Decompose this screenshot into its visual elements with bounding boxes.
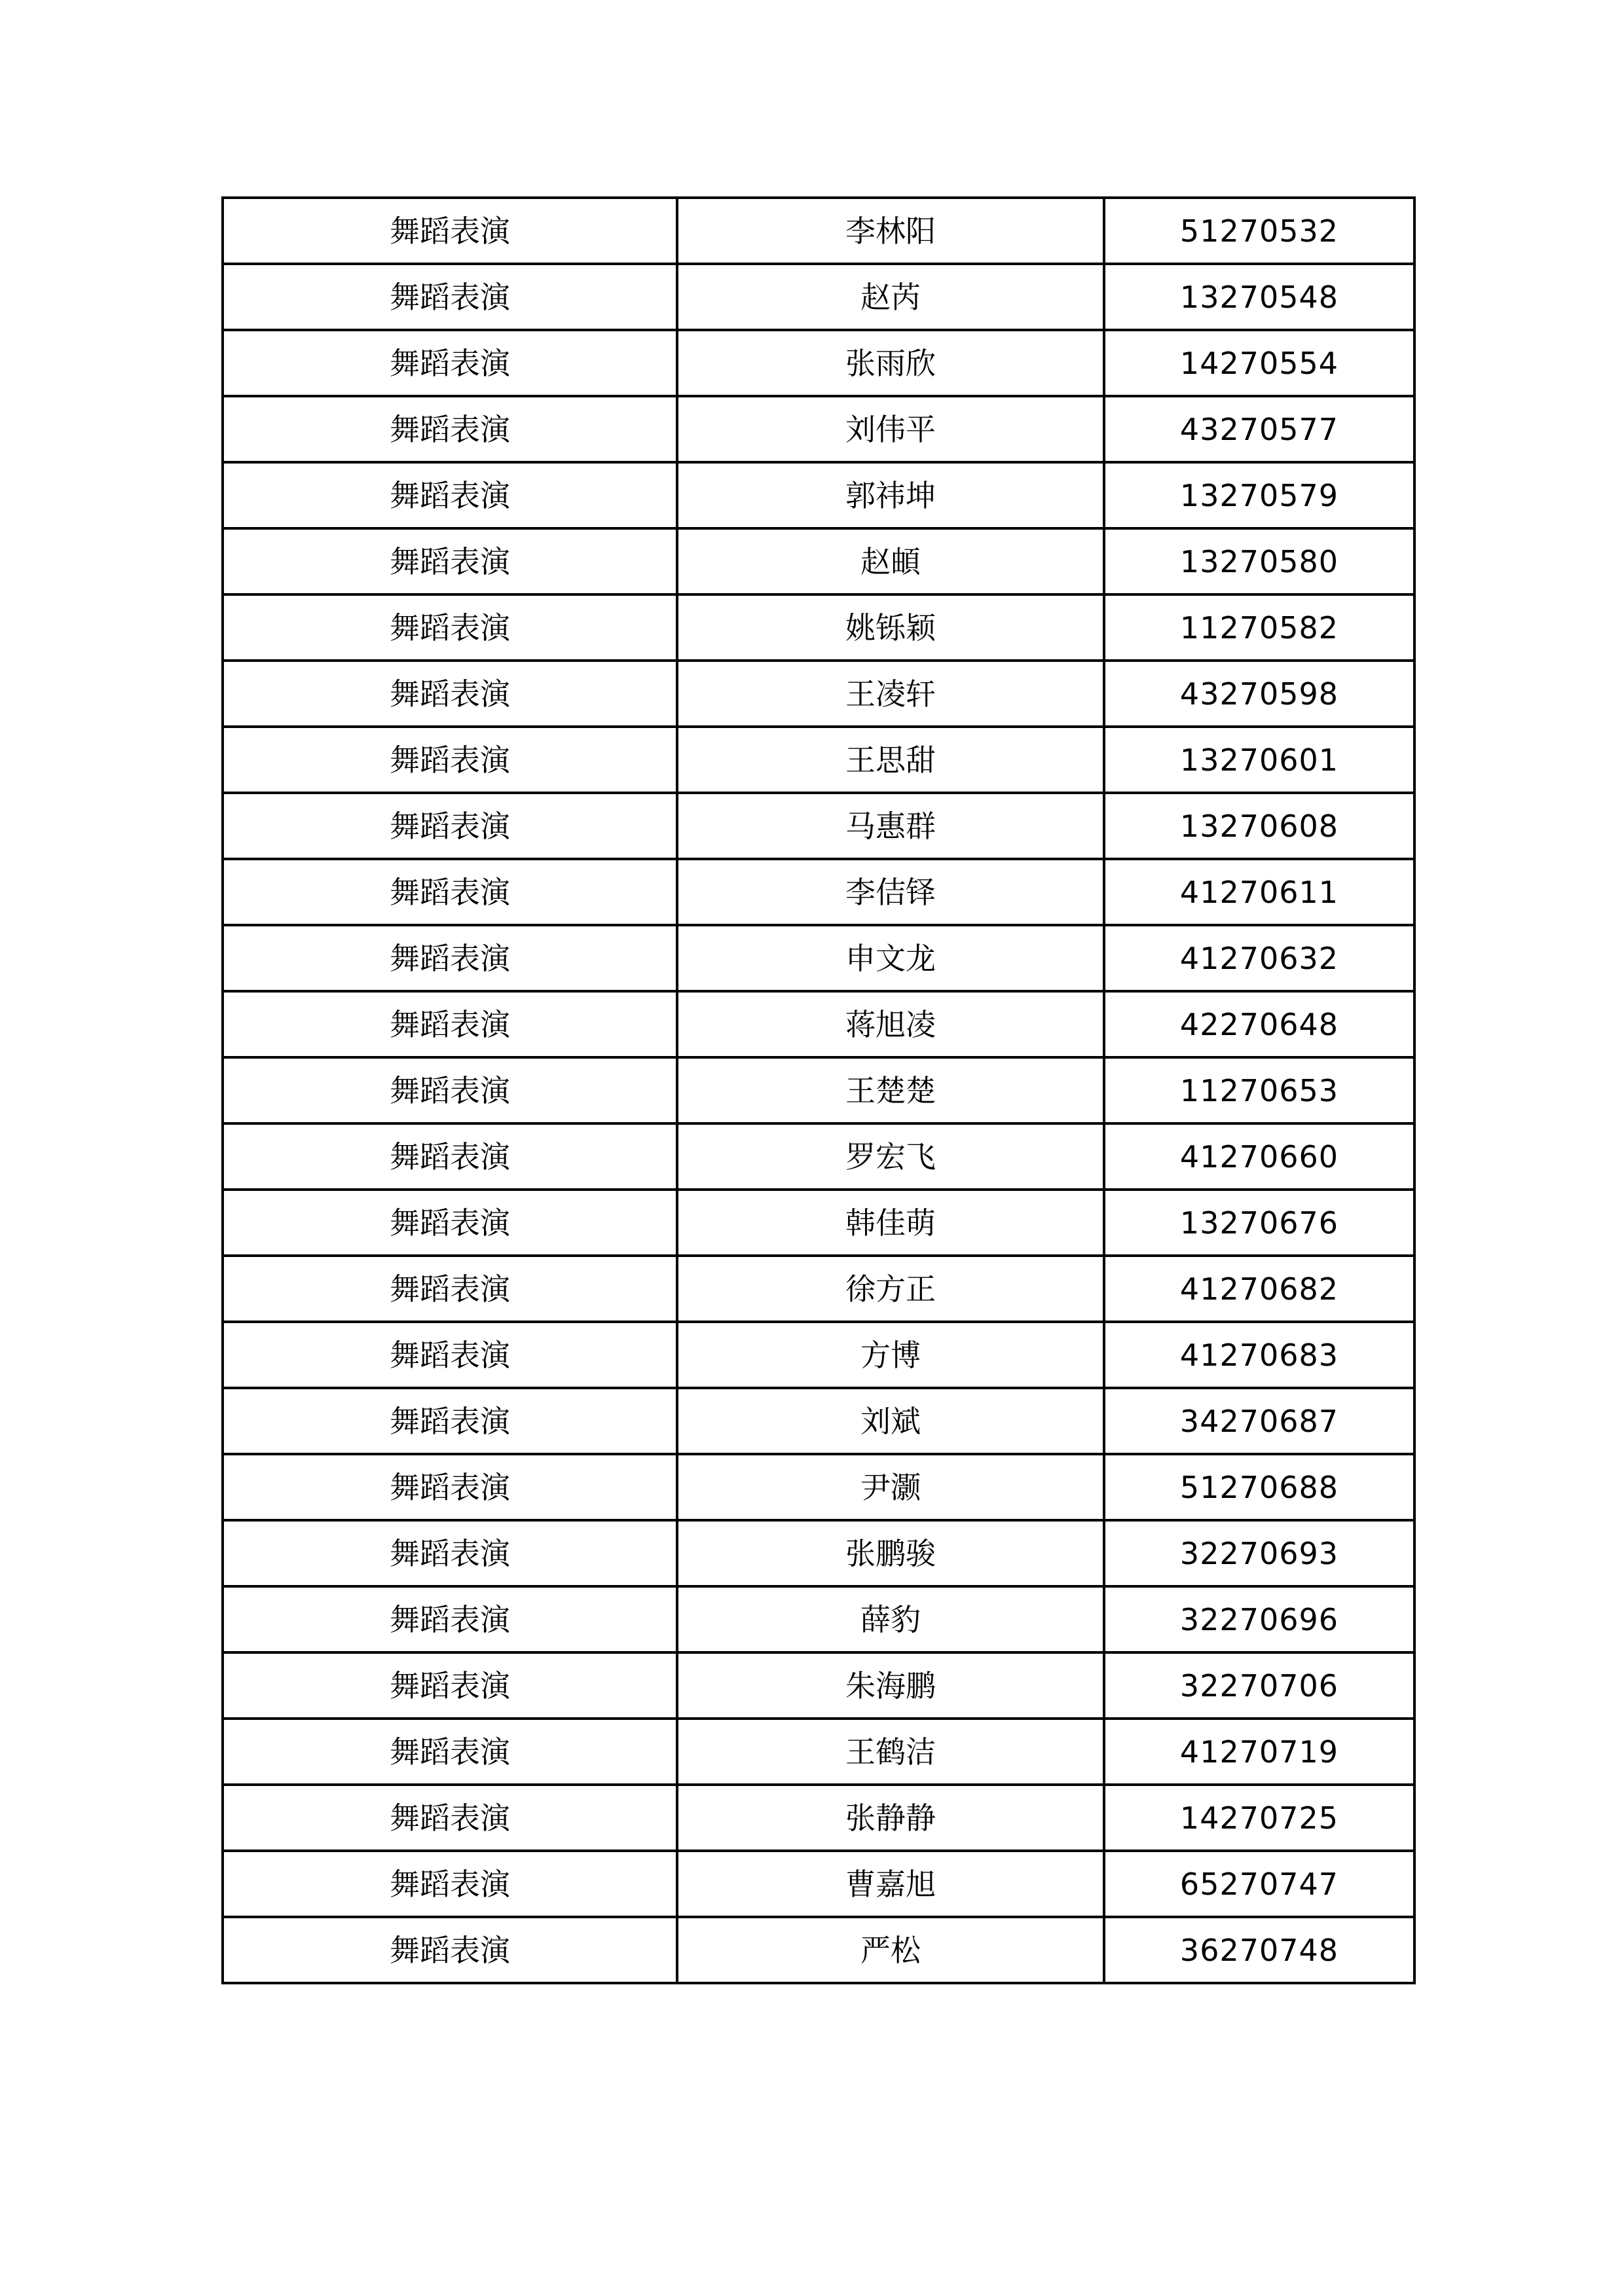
table-row	[223, 1057, 1414, 1123]
major-cell: 舞蹈表演	[223, 727, 677, 793]
major-cell: 舞蹈表演	[223, 793, 677, 859]
table-row	[223, 594, 1414, 661]
name-cell: 王鹤洁	[677, 1719, 1104, 1785]
table-row	[223, 462, 1414, 528]
name-cell: 姚铄颖	[677, 594, 1104, 661]
table-row	[223, 1388, 1414, 1454]
name-cell: 徐方正	[677, 1256, 1104, 1322]
table-row	[223, 198, 1414, 264]
id-cell: 14270554	[1104, 330, 1414, 396]
table-row	[223, 1785, 1414, 1851]
name-cell: 张雨欣	[677, 330, 1104, 396]
table-row	[223, 1190, 1414, 1256]
table-row	[223, 264, 1414, 330]
table-row	[223, 1586, 1414, 1652]
major-cell: 舞蹈表演	[223, 1652, 677, 1719]
table-row	[223, 1851, 1414, 1917]
table-row	[223, 1917, 1414, 1983]
name-cell: 申文龙	[677, 925, 1104, 991]
id-cell: 13270579	[1104, 462, 1414, 528]
id-cell: 41270660	[1104, 1123, 1414, 1190]
name-cell: 刘斌	[677, 1388, 1104, 1454]
name-cell: 朱海鹏	[677, 1652, 1104, 1719]
id-cell: 41270611	[1104, 859, 1414, 925]
id-cell: 42270648	[1104, 991, 1414, 1057]
id-cell: 65270747	[1104, 1851, 1414, 1917]
id-cell: 51270688	[1104, 1454, 1414, 1520]
major-cell: 舞蹈表演	[223, 1785, 677, 1851]
major-cell: 舞蹈表演	[223, 859, 677, 925]
id-cell: 36270748	[1104, 1917, 1414, 1983]
id-cell: 43270598	[1104, 661, 1414, 727]
major-cell: 舞蹈表演	[223, 1190, 677, 1256]
major-cell: 舞蹈表演	[223, 1719, 677, 1785]
major-cell: 舞蹈表演	[223, 1123, 677, 1190]
table-row	[223, 925, 1414, 991]
table-row	[223, 330, 1414, 396]
table-row	[223, 1652, 1414, 1719]
name-cell: 韩佳萌	[677, 1190, 1104, 1256]
name-cell: 郭祎坤	[677, 462, 1104, 528]
major-cell: 舞蹈表演	[223, 661, 677, 727]
major-cell: 舞蹈表演	[223, 1851, 677, 1917]
id-cell: 43270577	[1104, 396, 1414, 462]
id-cell: 32270693	[1104, 1520, 1414, 1586]
id-cell: 41270683	[1104, 1322, 1414, 1388]
major-cell: 舞蹈表演	[223, 198, 677, 264]
name-cell: 马惠群	[677, 793, 1104, 859]
table-row	[223, 793, 1414, 859]
major-cell: 舞蹈表演	[223, 991, 677, 1057]
name-cell: 罗宏飞	[677, 1123, 1104, 1190]
table-row	[223, 1719, 1414, 1785]
name-cell: 李林阳	[677, 198, 1104, 264]
major-cell: 舞蹈表演	[223, 925, 677, 991]
major-cell: 舞蹈表演	[223, 594, 677, 661]
table-row	[223, 859, 1414, 925]
major-cell: 舞蹈表演	[223, 1520, 677, 1586]
id-cell: 32270696	[1104, 1586, 1414, 1652]
id-cell: 11270653	[1104, 1057, 1414, 1123]
major-cell: 舞蹈表演	[223, 1917, 677, 1983]
id-cell: 34270687	[1104, 1388, 1414, 1454]
id-cell: 13270548	[1104, 264, 1414, 330]
table-row	[223, 396, 1414, 462]
table-row	[223, 991, 1414, 1057]
name-cell: 严松	[677, 1917, 1104, 1983]
major-cell: 舞蹈表演	[223, 264, 677, 330]
id-cell: 14270725	[1104, 1785, 1414, 1851]
id-cell: 13270601	[1104, 727, 1414, 793]
name-cell: 薛豹	[677, 1586, 1104, 1652]
name-cell: 刘伟平	[677, 396, 1104, 462]
name-cell: 张静静	[677, 1785, 1104, 1851]
name-cell: 王楚楚	[677, 1057, 1104, 1123]
candidate-table-body	[223, 198, 1414, 1983]
id-cell: 51270532	[1104, 198, 1414, 264]
table-row	[223, 1123, 1414, 1190]
name-cell: 王凌轩	[677, 661, 1104, 727]
name-cell: 蒋旭凌	[677, 991, 1104, 1057]
major-cell: 舞蹈表演	[223, 528, 677, 594]
table-row	[223, 528, 1414, 594]
major-cell: 舞蹈表演	[223, 1256, 677, 1322]
major-cell: 舞蹈表演	[223, 1322, 677, 1388]
name-cell: 张鹏骏	[677, 1520, 1104, 1586]
id-cell: 41270682	[1104, 1256, 1414, 1322]
name-cell: 赵芮	[677, 264, 1104, 330]
candidate-table	[221, 196, 1416, 1984]
major-cell: 舞蹈表演	[223, 1454, 677, 1520]
major-cell: 舞蹈表演	[223, 1057, 677, 1123]
major-cell: 舞蹈表演	[223, 396, 677, 462]
major-cell: 舞蹈表演	[223, 1388, 677, 1454]
name-cell: 赵頔	[677, 528, 1104, 594]
name-cell: 方博	[677, 1322, 1104, 1388]
id-cell: 13270608	[1104, 793, 1414, 859]
major-cell: 舞蹈表演	[223, 462, 677, 528]
name-cell: 曹嘉旭	[677, 1851, 1104, 1917]
table-row	[223, 727, 1414, 793]
id-cell: 11270582	[1104, 594, 1414, 661]
id-cell: 13270676	[1104, 1190, 1414, 1256]
table-row	[223, 1520, 1414, 1586]
id-cell: 13270580	[1104, 528, 1414, 594]
id-cell: 32270706	[1104, 1652, 1414, 1719]
id-cell: 41270632	[1104, 925, 1414, 991]
major-cell: 舞蹈表演	[223, 1586, 677, 1652]
name-cell: 尹灏	[677, 1454, 1104, 1520]
name-cell: 李佶铎	[677, 859, 1104, 925]
table-row	[223, 1454, 1414, 1520]
id-cell: 41270719	[1104, 1719, 1414, 1785]
table-row	[223, 1256, 1414, 1322]
major-cell: 舞蹈表演	[223, 330, 677, 396]
table-row	[223, 661, 1414, 727]
name-cell: 王思甜	[677, 727, 1104, 793]
table-row	[223, 1322, 1414, 1388]
